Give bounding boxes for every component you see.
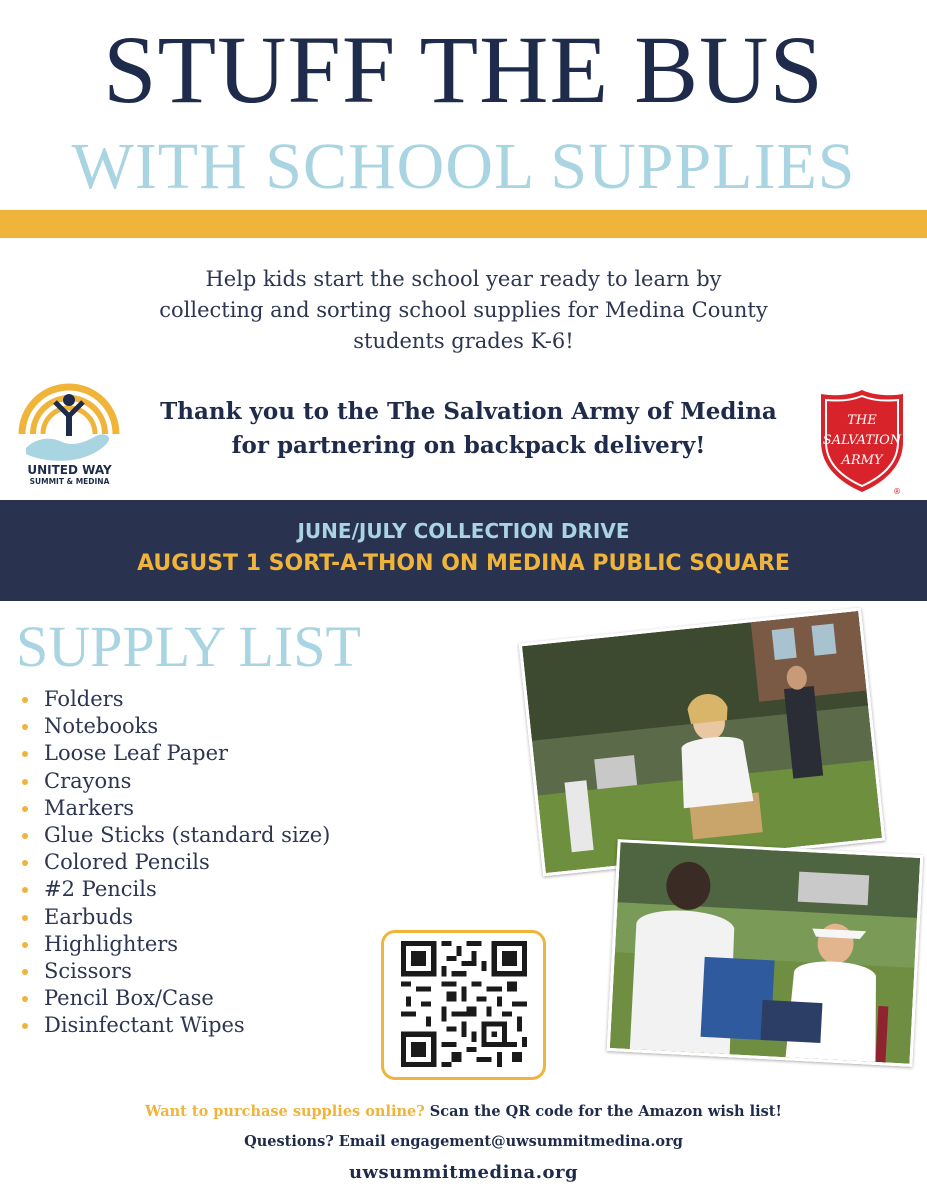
bullet-icon [22, 942, 28, 948]
gold-divider-bar [0, 210, 927, 238]
qr-code-icon[interactable] [401, 941, 527, 1067]
supply-item: Folders [19, 686, 330, 713]
bullet-icon [22, 779, 28, 785]
supply-item: Scissors [19, 958, 330, 985]
volunteer-photo-1 [519, 608, 886, 877]
intro-line: collecting and sorting school supplies for Medina County [159, 298, 768, 322]
intro-line: students grades K-6! [353, 329, 574, 353]
volunteer-photo-2 [607, 839, 924, 1067]
united-way-name: UNITED WAY [27, 463, 112, 477]
intro-line: Help kids start the school year ready to learn by [205, 267, 722, 291]
page-subtitle: WITH SCHOOL SUPPLIES [71, 130, 856, 203]
supply-item: Highlighters [19, 931, 330, 958]
bullet-icon [22, 887, 28, 893]
bullet-icon [22, 751, 28, 757]
supply-list-title: SUPPLY LIST [16, 614, 361, 679]
online-purchase-lead: Want to purchase supplies online? [145, 1103, 425, 1120]
supply-item: Disinfectant Wipes [19, 1012, 330, 1039]
supply-list [19, 686, 330, 1040]
bullet-icon [22, 697, 28, 703]
bullet-icon [22, 724, 28, 730]
intro-text [100, 264, 827, 357]
supply-item: Glue Sticks (standard size) [19, 822, 330, 849]
supply-item: Earbuds [19, 904, 330, 931]
supply-item: Pencil Box/Case [19, 985, 330, 1012]
supply-item: Loose Leaf Paper [19, 740, 330, 767]
salvation-army-line-2: SALVATION [822, 433, 902, 448]
supply-item: Notebooks [19, 713, 330, 740]
supply-item: Colored Pencils [19, 849, 330, 876]
contact-email-text: Questions? Email engagement@uwsummitmedina.org [244, 1133, 683, 1150]
sort-a-thon-text: AUGUST 1 SORT-A-THON ON MEDINA PUBLIC SQUARE [137, 551, 790, 576]
bullet-icon [22, 1023, 28, 1029]
bullet-icon [22, 833, 28, 839]
supply-item: #2 Pencils [19, 876, 330, 903]
salvation-army-shield-logo [815, 386, 909, 498]
page-title: STUFF THE BUS [103, 16, 824, 123]
bullet-icon [22, 996, 28, 1002]
online-purchase-rest: Scan the QR code for the Amazon wish list! [424, 1103, 782, 1120]
thanks-line: Thank you to the The Salvation Army of Medina [160, 398, 777, 425]
supply-item: Crayons [19, 768, 330, 795]
bullet-icon [22, 915, 28, 921]
bullet-icon [22, 806, 28, 812]
online-purchase-note [0, 1102, 927, 1122]
amazon-wishlist-qr-frame[interactable] [381, 930, 546, 1080]
supply-item: Markers [19, 795, 330, 822]
salvation-army-line-3: ARMY [841, 453, 883, 468]
thank-you-message [120, 395, 817, 463]
collection-drive-text: JUNE/JULY COLLECTION DRIVE [297, 519, 630, 543]
website-link[interactable]: uwsummitmedina.org [348, 1162, 579, 1183]
salvation-army-line-1: THE [847, 413, 877, 428]
bullet-icon [22, 860, 28, 866]
thanks-line: for partnering on backpack delivery! [231, 432, 706, 459]
registered-mark: ® [893, 487, 901, 496]
bullet-icon [22, 969, 28, 975]
united-way-subtitle: SUMMIT & MEDINA [29, 477, 110, 486]
